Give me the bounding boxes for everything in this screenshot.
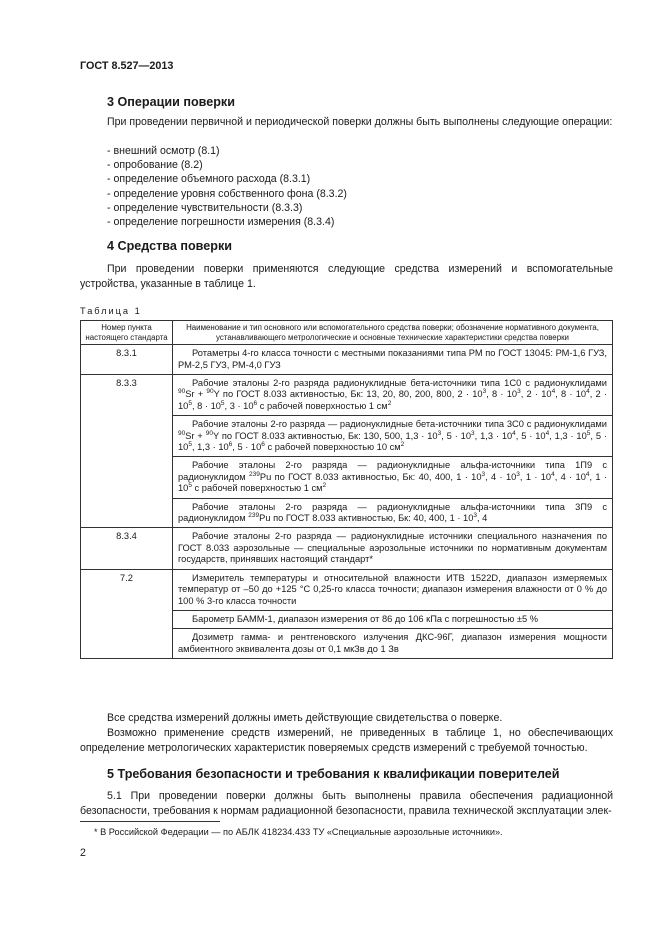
section-3-intro: При проведении первичной и периодической поверки должны быть выполнены следующие операции: xyxy=(107,116,613,128)
table-row xyxy=(81,345,613,375)
paragraph-certificates: Все средства измерений должны иметь действующие свидетельства о поверке. xyxy=(107,712,503,724)
table-row xyxy=(81,569,613,610)
section-4-title: 4 Средства поверки xyxy=(107,239,232,253)
page-number: 2 xyxy=(80,847,86,859)
table-cell-description: Барометр БАММ-1, диапазон измерения от 86 до 106 кПа с погрешностью ±5 % xyxy=(173,610,613,628)
section-5-title: 5 Требования безопасности и требования к квалификации поверителей xyxy=(107,767,560,781)
table-cell-description: Рабочие эталоны 2-го разряда — радионуклидные альфа-источники типа 3П9 с радионуклидом $^{239}$Pu по ГОСТ 8.033 активностью, Бк: 40, 400, $1 \cdot 10^3$, 4 xyxy=(173,498,613,528)
section-4-intro: При проведении поверки применяются следующие средства измерений и вспомогательные устройства, указанные в таблице 1. xyxy=(80,263,613,290)
footnote: * В Российской Федерации — по АБЛК 418234.433 ТУ «Специальные аэрозольные источники». xyxy=(94,827,503,837)
table-row xyxy=(81,375,613,416)
paragraph-alternative-tools: Возможно применение средств измерений, не приведенных в таблице 1, но обеспечивающих определение метрологических характеристик поверяемых средств измерений с требуемой точностью. xyxy=(80,727,613,754)
list-item: - внешний осмотр (8.1) xyxy=(107,145,220,157)
document-header: ГОСТ 8.527—2013 xyxy=(80,60,174,72)
table-cell-number: 8.3.1 xyxy=(81,345,173,375)
table-header-cell: Номер пункта настоящего стандарта xyxy=(81,321,173,345)
table-cell-description: Ротаметры 4-го класса точности с местными показаниями типа РМ по ГОСТ 13045: РМ-1,6 ГУЗ, РМ-2,5 ГУЗ, РМ-4,0 ГУЗ xyxy=(173,345,613,375)
list-item: - определение погрешности измерения (8.3.4) xyxy=(107,216,335,229)
table-header-row xyxy=(81,321,613,345)
section-3-title: 3 Операции поверки xyxy=(107,95,235,109)
table-cell-description: Рабочие эталоны 2-го разряда радионуклидные бета-источники типа 1С0 с радионуклидами $^{90}$Sr + $^{90}$Y по ГОСТ 8.033 активностью, Бк: 13, 20, 80, 200, 800, $2 \cdot 10^3$, $8 \cdot 10^3$, $2 \cdot 10^4$, $8 \cdot 10^4$, $2 \cdot 10^5$, $8 \cdot 10^5$, $3 \cdot 10^6$ с рабочей поверхностью 1 $см^2$ xyxy=(173,375,613,416)
table-cell-description: Рабочие эталоны 2-го разряда — радионуклидные альфа-источники типа 1П9 с радионуклидом $^{239}$Pu по ГОСТ 8.033 активностью, Бк: 40, 400, $1 \cdot 10^3$, $4 \cdot 10^3$, $1 \cdot 10^4$, $4 \cdot 10^4$, $1 \cdot 10^5$ с рабочей поверхностью 1 $см^2$ xyxy=(173,457,613,498)
section-5-paragraph: 5.1 При проведении поверки должны быть выполнены правила обеспечения радиационной безопасности, требования к нормам радиационной безопасности, правила технической эксплуатации элек- xyxy=(80,790,613,817)
table-header-cell: Наименование и тип основного или вспомогательного средства поверки; обозначение нормативного документа, устанавливающего метрологические и основные технические характеристики средства поверки xyxy=(173,321,613,345)
table-cell-description: Измеритель температуры и относительной влажности ИТВ 1522D, диапазон измеряемых температур от –50 до +125 °С 0,25-го класса точности; диапазон измерения влажности от 0 % до 100 % 3-го класса точности xyxy=(173,569,613,610)
operations-list xyxy=(107,144,347,229)
list-item: - определение объемного расхода (8.3.1) xyxy=(107,173,311,186)
list-item: - опробование (8.2) xyxy=(107,159,203,172)
table-row xyxy=(81,528,613,569)
table-cell-description: Дозиметр гамма- и рентгеновского излучения ДКС-96Г, диапазон измерения мощности амбиентного эквивалента дозы от 0,1 мкЗв до 1 Зв xyxy=(173,629,613,659)
list-item: - определение чувствительности (8.3.3) xyxy=(107,201,303,214)
table-cell-number: 8.3.4 xyxy=(81,528,173,569)
table-cell-description: Рабочие эталоны 2-го разряда — радионуклидные источники специального назначения по ГОСТ 8.033 аэрозольные — специальные аэрозольные источники по нормативным документам государств, принявших настоящий стандарт* xyxy=(173,528,613,569)
list-item: - определение уровня собственного фона (8.3.2) xyxy=(107,187,347,200)
table-cell-number: 8.3.3 xyxy=(81,375,173,528)
table-caption: Таблица 1 xyxy=(80,306,142,316)
table-cell-description: Рабочие эталоны 2-го разряда — радионуклидные бета-источники типа 3С0 с радионуклидами $^{90}$Sr + $^{90}$Y по ГОСТ 8.033 активностью, Бк: 130, 500, $1,3 \cdot 10^3$, $5 \cdot 10^3$, $1,3 \cdot 10^4$, $5 \cdot 10^4$, $1,3 \cdot 10^5$, $5 \cdot 10^5$, $1,3 \cdot 10^6$, $5 \cdot 10^6$ с рабочей поверхностью 10 $см^2$ xyxy=(173,416,613,457)
footnote-divider xyxy=(80,821,220,822)
table-cell-number: 7.2 xyxy=(81,569,173,658)
verification-tools-table xyxy=(80,320,613,659)
